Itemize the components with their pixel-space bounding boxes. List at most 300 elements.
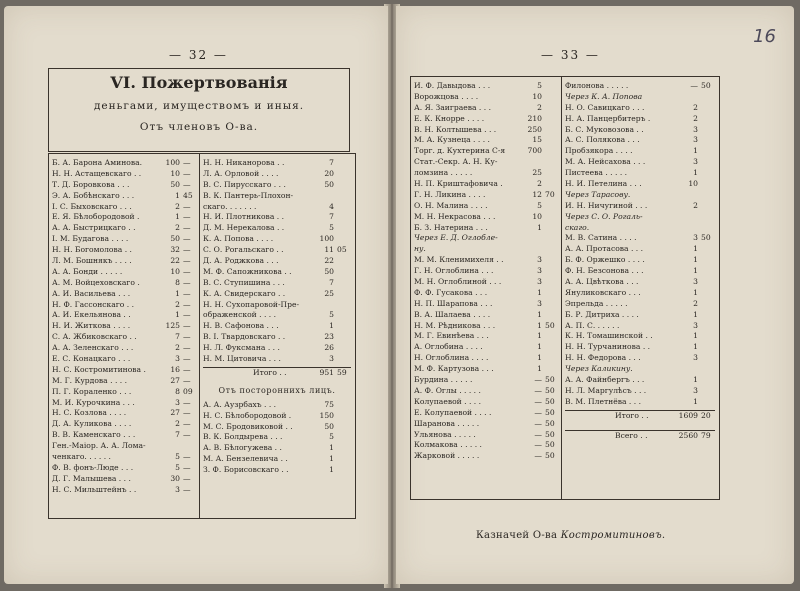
donation-row	[52, 419, 197, 430]
donation-kopecks	[699, 223, 715, 234]
donation-kopecks	[335, 289, 351, 300]
donor-name: Бурдина . . . . .	[414, 375, 473, 385]
left-column-2	[203, 158, 351, 476]
donation-kopecks: —	[183, 266, 191, 276]
donation-row	[203, 354, 351, 365]
donation-kopecks	[335, 310, 351, 321]
donor-name: ломзина . . . . .	[414, 168, 473, 178]
donor-name: М. С. Бродовиковой . .	[203, 421, 293, 431]
donor-name: В. М. Плетнёва . . .	[565, 396, 641, 406]
donation-row	[203, 234, 351, 245]
donation-kopecks	[543, 342, 559, 353]
donation-kopecks	[699, 266, 715, 277]
donor-name: К. А. Попова . . . .	[203, 234, 274, 244]
donation-row	[565, 168, 715, 179]
donor-name: А. А. Протасова . . .	[565, 244, 644, 254]
donation-kopecks	[335, 422, 351, 433]
donation-kopecks	[699, 201, 715, 212]
donation-rubles: —	[534, 418, 542, 428]
donation-rubles: 3	[693, 157, 698, 167]
via-heading-row	[565, 212, 715, 223]
donation-kopecks	[543, 168, 559, 179]
donation-kopecks	[699, 375, 715, 386]
donation-rubles: 1	[175, 310, 180, 320]
donation-row	[203, 300, 351, 311]
donation-rubles: 1	[175, 212, 180, 222]
donor-name: А. А. Аузрбахъ . . .	[203, 399, 277, 409]
donation-rubles: —	[534, 407, 542, 417]
donation-kopecks	[335, 332, 351, 343]
donation-row	[52, 463, 197, 474]
via-heading-row	[565, 92, 715, 103]
donor-name: скаго. . . . . . .	[203, 201, 257, 211]
donor-name: ну.	[414, 244, 426, 254]
donor-name: И. Н. Ничугиной . . .	[565, 200, 648, 210]
donation-kopecks	[699, 277, 715, 288]
right-total-row	[565, 410, 715, 422]
donation-kopecks: —	[183, 277, 191, 287]
donation-row	[565, 397, 715, 408]
donation-row	[414, 266, 559, 277]
donation-row	[565, 299, 715, 310]
donation-kopecks	[699, 386, 715, 397]
donor-name: А. С. Полякова . . .	[565, 135, 640, 145]
donation-kopecks: 50	[545, 407, 555, 417]
donation-kopecks	[543, 244, 559, 255]
donor-name: ображенской . . . .	[203, 310, 277, 320]
donor-name: А. М. Войцеховскаго .	[52, 277, 140, 287]
donation-row	[203, 267, 351, 278]
donor-name: М. Н. Оглоблиной . . .	[414, 277, 502, 287]
donor-name: Л. М. Бошнякъ . . . .	[52, 256, 132, 266]
donor-name: Колмакова . . . . .	[414, 440, 482, 450]
donation-kopecks: —	[183, 179, 191, 189]
donor-name: З. Ф. Борисовскаго . .	[203, 465, 289, 475]
donation-rubles: 1	[693, 146, 698, 156]
donation-rubles: 10	[532, 91, 542, 101]
grand-total-amount: 2560	[678, 430, 698, 440]
right-column-2	[565, 81, 715, 442]
total-amount: 1609	[678, 410, 698, 420]
donation-kopecks: 50	[701, 233, 711, 243]
donation-rubles	[160, 441, 181, 452]
donation-rubles: 3	[693, 135, 698, 145]
donation-rubles: 2	[175, 201, 180, 211]
donation-kopecks	[699, 125, 715, 136]
donation-kopecks	[699, 255, 715, 266]
donation-rubles: 1	[693, 168, 698, 178]
donation-row	[565, 81, 715, 92]
donation-row	[414, 81, 559, 92]
donation-rubles: 1	[693, 309, 698, 319]
donor-name: Н. П. Шарапова . . .	[414, 298, 493, 308]
donation-rubles: 1	[693, 331, 698, 341]
donor-name: Через С. О. Рогаль-	[565, 211, 643, 221]
donor-name: Н. Оглоблина . . . .	[414, 353, 489, 363]
donation-rubles: 5	[537, 200, 542, 210]
donation-rubles: 1	[175, 288, 180, 298]
donor-name: В. К. Пантерь-Плохон-	[203, 190, 294, 200]
donation-row	[52, 300, 197, 311]
donor-name: Через К. А. Попова	[565, 91, 643, 101]
donation-rubles: 3	[175, 484, 180, 494]
donation-rubles: 1	[693, 396, 698, 406]
donation-rubles: 10	[532, 211, 542, 221]
donor-name: А. И. Екельянова . .	[52, 310, 131, 320]
donor-name: Януликовскаго . . .	[565, 287, 641, 297]
donor-name: Колупаевой . . . .	[414, 396, 482, 406]
donation-row	[203, 422, 351, 433]
donor-name: Н. Н. Турчанинова . .	[565, 342, 651, 352]
donation-row	[414, 201, 559, 212]
donor-name: К. А. Свидерскаго . .	[203, 288, 286, 298]
donation-rubles: 25	[324, 288, 334, 298]
donor-name: Г. Н. Оглоблина . . .	[414, 266, 494, 276]
donation-rubles: 3	[537, 255, 542, 265]
donation-kopecks	[699, 103, 715, 114]
donor-name: Д. М. Нерекалова . .	[203, 223, 285, 233]
donor-name: М. А. Бензелевича . .	[203, 454, 288, 464]
donation-kopecks	[543, 81, 559, 92]
donor-name: А. Ф. Оглы . . . . .	[414, 385, 481, 395]
donation-row	[565, 146, 715, 157]
donation-kopecks: 50	[545, 440, 555, 450]
left-page-number: — 32 —	[169, 48, 228, 62]
donation-kopecks	[335, 443, 351, 454]
donation-kopecks: —	[183, 212, 191, 222]
donation-kopecks	[699, 135, 715, 146]
donation-kopecks	[543, 233, 559, 244]
via-heading-row	[565, 223, 715, 234]
donation-kopecks	[699, 168, 715, 179]
donation-rubles: 3	[537, 277, 542, 287]
donation-kopecks: —	[183, 364, 191, 374]
donation-row	[203, 256, 351, 267]
donation-kopecks: —	[183, 408, 191, 418]
donation-row	[414, 157, 559, 168]
donor-name: В. С. Пирусскаго . . .	[203, 179, 286, 189]
donation-rubles: 2	[175, 223, 180, 233]
donation-kopecks: —	[183, 419, 191, 429]
donation-kopecks	[699, 92, 715, 103]
donation-kopecks	[543, 92, 559, 103]
donation-kopecks: 50	[545, 396, 555, 406]
donation-rubles: 7	[329, 212, 334, 222]
donor-name: О. Н. Малина . . . .	[414, 200, 488, 210]
donation-kopecks: 50	[545, 418, 555, 428]
donation-row	[203, 223, 351, 234]
donation-row	[52, 256, 197, 267]
donor-name: Н. Н. Астащевскаго . .	[52, 168, 142, 178]
donation-row	[565, 201, 715, 212]
donation-kopecks	[335, 169, 351, 180]
donation-rubles: 1	[537, 331, 542, 341]
donor-name: Ф. Н. Безсонова . . .	[565, 266, 644, 276]
donation-kopecks: 09	[183, 386, 193, 396]
donation-rubles: 22	[170, 256, 180, 266]
donor-name: Е. Колупаевой . . . .	[414, 407, 492, 417]
donation-row	[52, 169, 197, 180]
right-page-number: — 33 —	[541, 48, 600, 62]
donation-row	[414, 321, 559, 332]
donation-kopecks: —	[183, 473, 191, 483]
donation-row	[414, 331, 559, 342]
donation-kopecks: —	[183, 430, 191, 440]
donor-name: Е. Я. Бѣлобородовой .	[52, 212, 140, 222]
donation-rubles: 16	[170, 364, 180, 374]
donation-row	[203, 289, 351, 300]
donor-name: А. В. Бѣлогужева . .	[203, 443, 282, 453]
donation-row	[52, 321, 197, 332]
donor-name: Б. З. Натерина . . .	[414, 222, 488, 232]
donation-row	[414, 179, 559, 190]
donation-rubles: 32	[170, 245, 180, 255]
donation-row	[565, 321, 715, 332]
grand-total-kopecks: 79	[701, 430, 711, 440]
donation-kopecks: —	[183, 343, 191, 353]
donation-rubles: —	[534, 375, 542, 385]
donation-rubles: 2	[693, 113, 698, 123]
donor-name: Е. К. Кнорре . . . .	[414, 113, 485, 123]
donor-name: Н. Н. Федорова . . .	[565, 353, 641, 363]
donor-name: Б. С. Муковозова . .	[565, 124, 644, 134]
donation-kopecks: —	[183, 201, 191, 211]
donor-name: І. М. Будагова . . . .	[52, 234, 129, 244]
donor-name: Через Е. Д. Оглобле-	[414, 233, 498, 243]
donation-rubles	[678, 223, 699, 234]
donor-name: Пистеева . . . . .	[565, 168, 628, 178]
donation-rubles: 1	[693, 287, 698, 297]
donor-name: Н. Н. Богомолова . .	[52, 245, 132, 255]
donation-rubles: 100	[165, 158, 180, 167]
donation-rubles: 5	[175, 452, 180, 462]
donation-kopecks	[543, 201, 559, 212]
donor-name: М. Ф. Картузова . . .	[414, 364, 494, 374]
donor-name: Н. Л. Фуксмана . . .	[203, 343, 280, 353]
donor-name: Филонова . . . . .	[565, 81, 629, 90]
donation-row	[203, 443, 351, 454]
donation-row	[203, 411, 351, 422]
donation-row	[414, 146, 559, 157]
donation-kopecks	[335, 354, 351, 365]
donor-name: В. С. Ступишина . . .	[203, 277, 285, 287]
donation-rubles: 7	[329, 158, 334, 167]
donation-row	[414, 408, 559, 419]
donation-rubles: 8	[175, 277, 180, 287]
donor-name: Н. А. Панцербитеръ .	[565, 113, 651, 123]
via-heading-row	[414, 244, 559, 255]
donor-name: Через Каликину.	[565, 364, 633, 374]
donation-kopecks: —	[183, 299, 191, 309]
donor-name: Д. А. Роджкова . . .	[203, 256, 279, 266]
donation-kopecks: 50	[545, 320, 555, 330]
donor-name: Н. Н. Никанорова . .	[203, 158, 285, 167]
donation-rubles: 1	[537, 364, 542, 374]
donation-rubles: 8	[175, 386, 180, 396]
donation-row	[203, 169, 351, 180]
donation-rubles: 100	[319, 234, 334, 244]
donation-rubles: 50	[170, 179, 180, 189]
handwritten-page-note: 16	[753, 26, 776, 47]
donation-rubles: 22	[324, 256, 334, 266]
donor-name: Б. Р. Дитриха . . . .	[565, 309, 639, 319]
strangers-heading: Отъ постороннихъ лицъ.	[218, 385, 336, 395]
donation-rubles: 15	[532, 135, 542, 145]
donation-kopecks: 05	[337, 245, 347, 255]
right-column-1	[414, 81, 559, 462]
donation-kopecks	[543, 212, 559, 223]
donation-row	[414, 430, 559, 441]
donation-row	[565, 157, 715, 168]
donation-row	[203, 432, 351, 443]
donation-kopecks	[335, 256, 351, 267]
donation-kopecks	[699, 114, 715, 125]
donation-kopecks	[335, 158, 351, 169]
donor-name: В. В. Каменскаго . . .	[52, 430, 136, 440]
donation-row	[52, 278, 197, 289]
donor-name: Е. С. Конацкаго . . .	[52, 354, 131, 364]
left-donation-table	[48, 153, 356, 519]
donation-rubles	[522, 233, 543, 244]
members-heading: Отъ членовъ О-ва.	[139, 121, 259, 133]
donation-row	[414, 353, 559, 364]
donation-rubles: 1	[693, 375, 698, 385]
donation-row	[203, 310, 351, 321]
donation-row	[52, 408, 197, 419]
donation-rubles: 3	[693, 353, 698, 363]
donor-name: скаго.	[565, 222, 590, 232]
donation-rubles: 27	[170, 408, 180, 418]
donation-rubles: 1	[329, 465, 334, 475]
donor-name: Н. О. Савицкаго . . .	[565, 102, 645, 112]
donation-row	[52, 267, 197, 278]
donation-kopecks	[543, 114, 559, 125]
donation-kopecks: —	[183, 397, 191, 407]
donor-name: М. В. Сатина . . . .	[565, 233, 637, 243]
donation-rubles: 1	[693, 266, 698, 276]
donation-kopecks: —	[183, 452, 191, 462]
donation-rubles	[678, 212, 699, 223]
donation-kopecks	[335, 212, 351, 223]
donation-row	[565, 135, 715, 146]
donation-rubles: 3	[693, 124, 698, 134]
donation-kopecks	[335, 267, 351, 278]
donation-row	[203, 245, 351, 256]
donation-row	[414, 419, 559, 430]
donation-kopecks	[335, 180, 351, 191]
donation-kopecks	[335, 234, 351, 245]
donation-rubles: 3	[693, 277, 698, 287]
donation-row	[414, 440, 559, 451]
donor-name: В. К. Болдырева . . .	[203, 432, 283, 442]
donation-kopecks: —	[183, 310, 191, 320]
donation-row	[565, 103, 715, 114]
donation-row	[414, 342, 559, 353]
donation-kopecks	[699, 146, 715, 157]
donation-rubles: 1	[329, 321, 334, 331]
donation-row	[52, 202, 197, 213]
donation-row	[565, 266, 715, 277]
donation-rubles	[314, 191, 335, 202]
donor-name: Шаранова . . . . .	[414, 418, 480, 428]
donation-kopecks: 50	[545, 375, 555, 385]
donation-row	[52, 310, 197, 321]
donation-kopecks: —	[183, 462, 191, 472]
donor-name: Н. И. Плотникова . .	[203, 212, 285, 222]
donation-rubles: 50	[324, 421, 334, 431]
donor-name: Э. А. Бобѣнскаго . . .	[52, 190, 135, 200]
donation-rubles: 11	[324, 245, 334, 255]
donation-kopecks	[335, 432, 351, 443]
donation-row	[52, 212, 197, 223]
donation-rubles: 2	[175, 299, 180, 309]
donation-row	[52, 485, 197, 496]
donation-rubles: 250	[527, 124, 542, 134]
donation-kopecks	[543, 157, 559, 168]
donor-name: В. І. Твардовскаго . .	[203, 332, 286, 342]
donation-row	[52, 332, 197, 343]
donation-rubles: 1	[537, 342, 542, 352]
donation-rubles	[522, 157, 543, 168]
donation-kopecks	[335, 300, 351, 311]
donor-name: Торг. д. Кухтерина С-я	[414, 146, 506, 156]
donation-rubles: 2	[537, 102, 542, 112]
donation-kopecks	[543, 266, 559, 277]
donation-row	[414, 451, 559, 462]
donation-kopecks	[543, 277, 559, 288]
donation-kopecks: —	[183, 332, 191, 342]
grand-total-label: Всего . .	[615, 430, 648, 440]
donor-name: Г. Н. Ликина . . . .	[414, 189, 486, 199]
donation-kopecks	[335, 278, 351, 289]
donation-row	[203, 191, 351, 202]
donation-row	[565, 353, 715, 364]
donation-row	[414, 375, 559, 386]
donation-kopecks: —	[183, 256, 191, 266]
donation-rubles	[678, 190, 699, 201]
donor-name: Н. И. Петелина . . .	[565, 179, 642, 189]
donor-name: А. Я. Заиграева . . .	[414, 102, 492, 112]
donation-rubles: —	[690, 81, 698, 90]
donor-name: Через Тарасову.	[565, 189, 631, 199]
donation-rubles: 50	[170, 234, 180, 244]
donation-rubles: 1	[693, 255, 698, 265]
donation-row	[52, 441, 197, 452]
donor-name: А. А. Файнбергъ . . .	[565, 375, 645, 385]
donation-rubles: 5	[537, 81, 542, 90]
donation-kopecks	[543, 125, 559, 136]
left-total-row	[203, 367, 351, 379]
total-label: Итого . .	[253, 367, 287, 377]
donation-row	[565, 179, 715, 190]
donor-name: М. Г. Евинѣева . . .	[414, 331, 489, 341]
donation-rubles: 1	[175, 190, 180, 200]
donor-name: Ульянова . . . . .	[414, 429, 476, 439]
donor-name: М. А. Кузнеца . . . .	[414, 135, 490, 145]
donation-rubles: 2	[175, 419, 180, 429]
donation-kopecks: 50	[701, 81, 711, 90]
donor-name: Т. Д. Боровкова . . .	[52, 179, 130, 189]
donor-name: Н. С. Козлова . . . .	[52, 408, 127, 418]
donation-row	[414, 255, 559, 266]
donor-name: М. А. Нейсахова . . .	[565, 157, 646, 167]
donation-kopecks	[543, 135, 559, 146]
donation-rubles: 1	[329, 454, 334, 464]
donation-rubles: 50	[324, 266, 334, 276]
donation-row	[414, 103, 559, 114]
donor-name: Н. М. Цитовича . . .	[203, 354, 281, 364]
donation-row	[414, 288, 559, 299]
